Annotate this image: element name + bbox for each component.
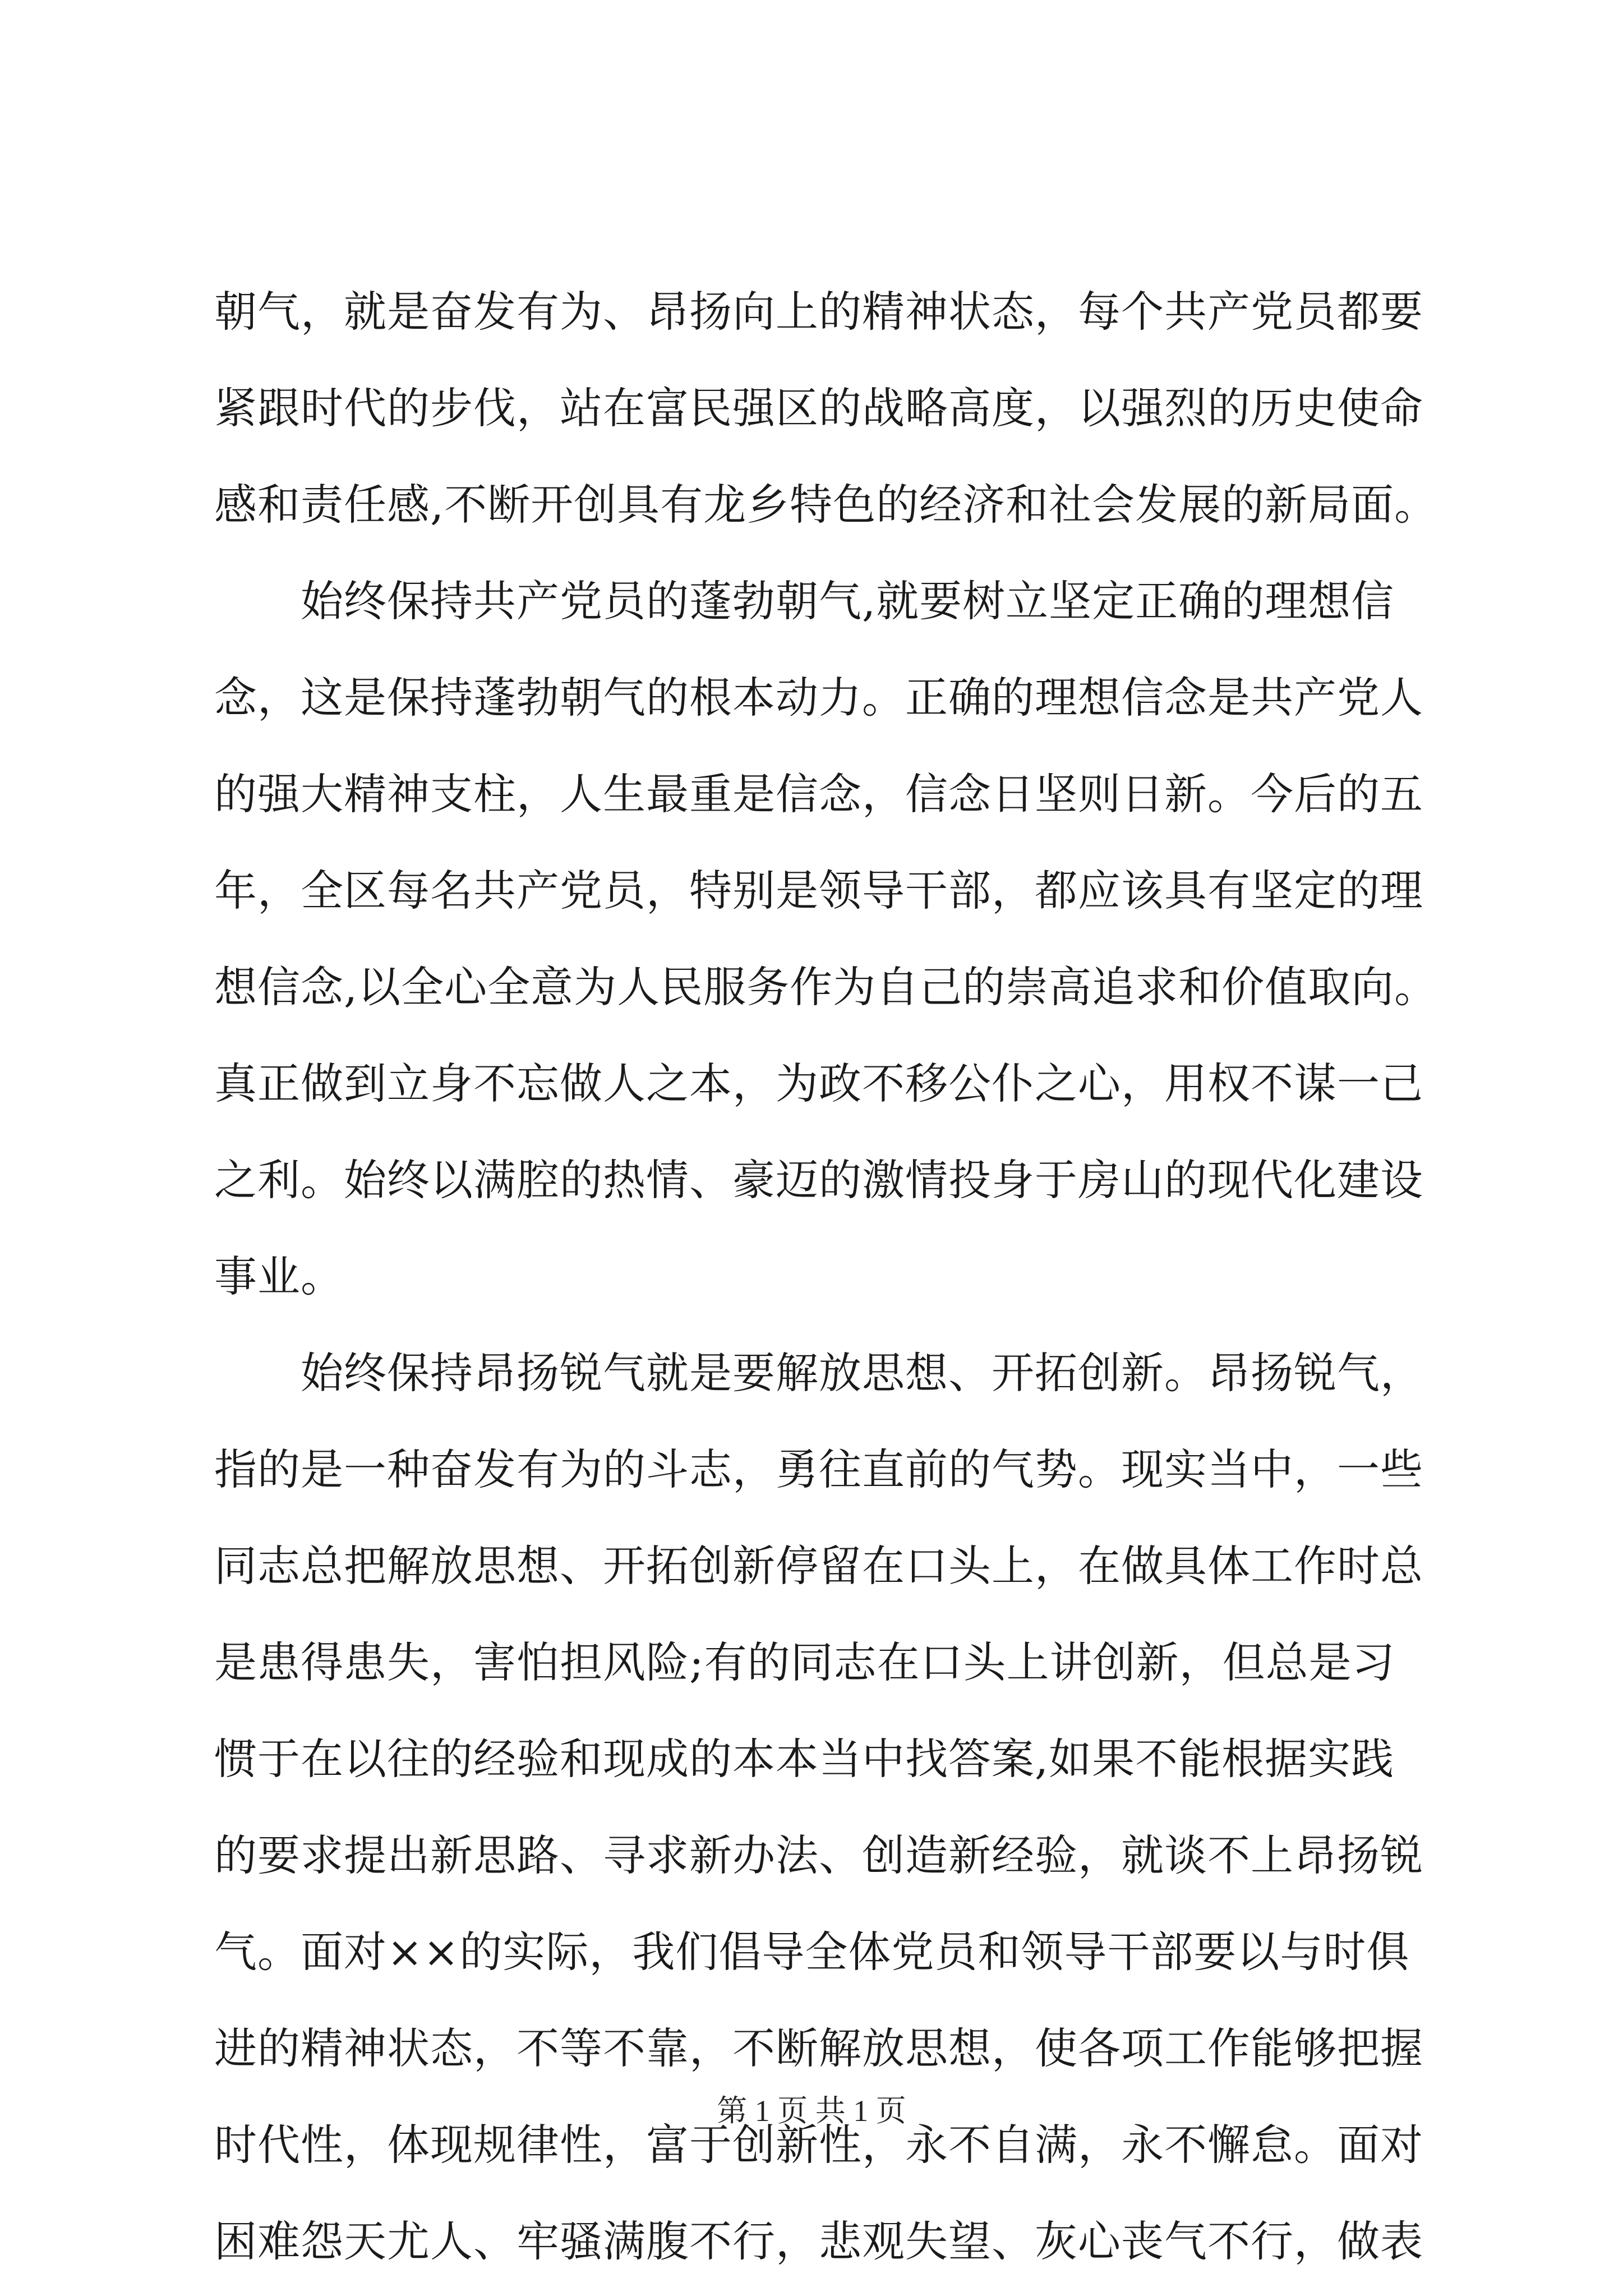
page-number-label: 第 1 页 共 1 页 [717, 2094, 906, 2128]
text-line: 气。面对××的实际，我们倡导全体党员和领导干部要以与时俱 [214, 1927, 1410, 1977]
text-line: 同志总把解放思想、开拓创新停留在口头上，在做具体工作时总 [214, 1541, 1423, 1591]
text-line: 时代性，体现规律性，富于创新性，永不自满，永不懈怠。面对 [214, 2120, 1423, 2170]
text-line: 是患得患失，害怕担风险;有的同志在口头上讲创新，但总是习 [214, 1637, 1395, 1687]
text-line: 想信念,以全心全意为人民服务作为自己的崇高追求和价值取向。 [214, 962, 1438, 1012]
text-line: 紧跟时代的步伐，站在富民强区的战略高度，以强烈的历史使命 [214, 383, 1423, 433]
text-line: 进的精神状态，不等不靠，不断解放思想，使各项工作能够把握 [214, 2023, 1423, 2073]
page-footer [0, 2091, 1623, 2131]
text-line: 之利。始终以满腔的热情、豪迈的激情投身于房山的现代化建设 [214, 1155, 1423, 1205]
text-line: 年，全区每名共产党员，特别是领导干部，都应该具有坚定的理 [214, 866, 1423, 915]
text-line: 念，这是保持蓬勃朝气的根本动力。正确的理想信念是共产党人 [214, 673, 1423, 723]
text-line: 惯于在以往的经验和现成的本本当中找答案,如果不能根据实践 [214, 1734, 1395, 1784]
text-line: 感和责任感,不断开创具有龙乡特色的经济和社会发展的新局面。 [214, 480, 1438, 530]
text-line: 指的是一种奋发有为的斗志，勇往直前的气势。现实当中，一些 [214, 1444, 1423, 1494]
text-line: 困难怨天尤人、牢骚满腹不行，悲观失望、灰心丧气不行，做表 [214, 2216, 1423, 2266]
body-text [214, 264, 1438, 2290]
text-line: 始终保持昂扬锐气就是要解放思想、开拓创新。昂扬锐气， [214, 1348, 1423, 1398]
text-line: 真正做到立身不忘做人之本，为政不移公仆之心，用权不谋一己 [214, 1059, 1423, 1108]
text-line: 朝气，就是奋发有为、昂扬向上的精神状态，每个共产党员都要 [214, 287, 1423, 337]
text-line: 的要求提出新思路、寻求新办法、创造新经验，就谈不上昂扬锐 [214, 1830, 1423, 1880]
text-line: 事业。 [214, 1251, 344, 1301]
text-line: 始终保持共产党员的蓬勃朝气,就要树立坚定正确的理想信 [214, 576, 1395, 626]
text-line: 的强大精神支柱，人生最重是信念，信念日坚则日新。今后的五 [214, 769, 1423, 819]
